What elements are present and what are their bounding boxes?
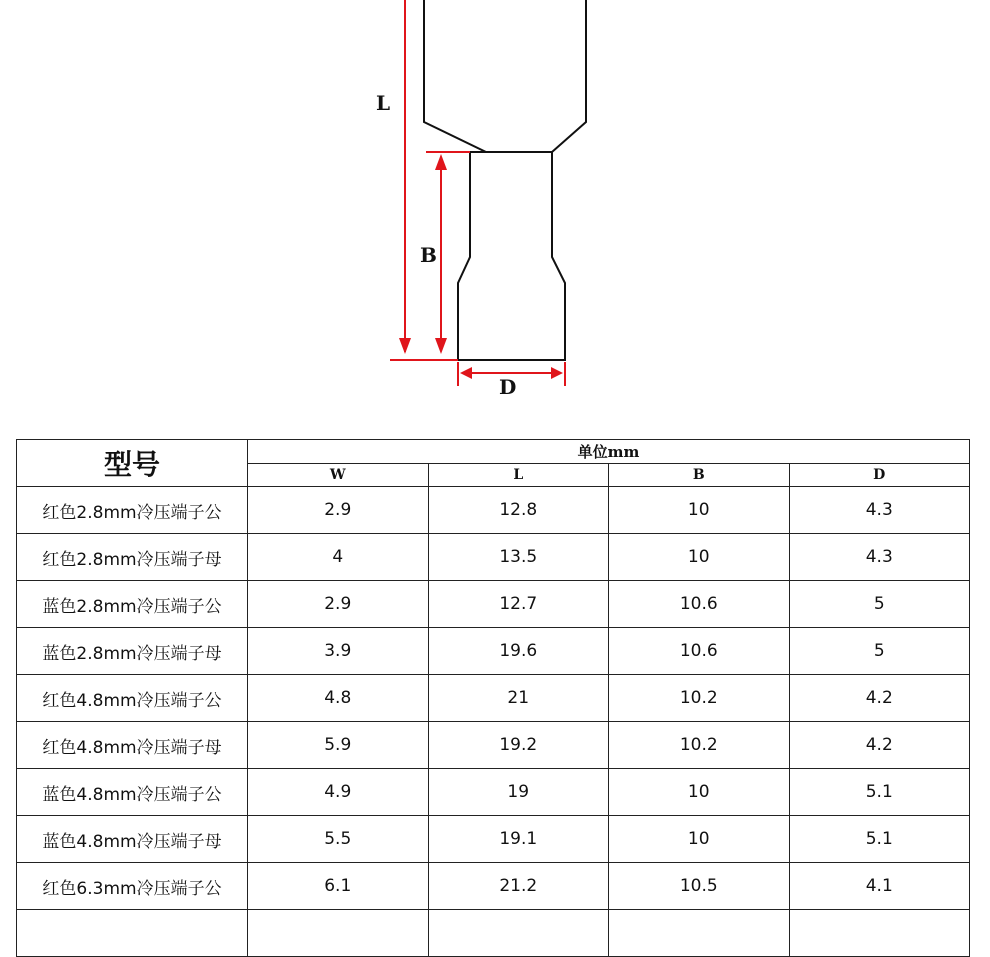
table-row: [17, 675, 970, 722]
table-row: [17, 581, 970, 628]
model-cell: 红色2.8mm冷压端子母: [17, 534, 248, 581]
d-cell: 5: [789, 581, 970, 628]
model-cell: 蓝色2.8mm冷压端子公: [17, 581, 248, 628]
d-cell: 4.2: [789, 675, 970, 722]
dimension-b-label: B: [420, 243, 437, 267]
model-cell: [17, 910, 248, 957]
l-cell: 13.5: [428, 534, 609, 581]
w-cell: [248, 910, 429, 957]
l-cell: 19.1: [428, 816, 609, 863]
table-row: [17, 769, 970, 816]
b-cell: 10.6: [609, 581, 790, 628]
d-cell: 4.2: [789, 722, 970, 769]
table-row: [17, 487, 970, 534]
w-cell: 2.9: [248, 487, 429, 534]
b-cell: 10.6: [609, 628, 790, 675]
b-cell: 10: [609, 487, 790, 534]
b-cell: [609, 910, 790, 957]
model-column-header: 型号: [17, 440, 248, 487]
d-cell: 4.3: [789, 534, 970, 581]
dimension-d-label: D: [499, 375, 517, 399]
d-cell: 4.3: [789, 487, 970, 534]
b-cell: 10: [609, 534, 790, 581]
d-cell: 4.1: [789, 863, 970, 910]
table-row: [17, 534, 970, 581]
dimension-l-label: L: [376, 91, 391, 115]
b-cell: 10.5: [609, 863, 790, 910]
terminal-dimension-diagram: [0, 0, 990, 420]
table-row: [17, 816, 970, 863]
w-cell: 4.9: [248, 769, 429, 816]
w-cell: 6.1: [248, 863, 429, 910]
model-cell: 蓝色2.8mm冷压端子母: [17, 628, 248, 675]
d-cell: [789, 910, 970, 957]
b-cell: 10.2: [609, 675, 790, 722]
model-cell: 红色4.8mm冷压端子母: [17, 722, 248, 769]
column-header-l: L: [428, 463, 609, 487]
column-header-b: B: [609, 463, 790, 487]
table-row: [17, 910, 970, 957]
d-cell: 5: [789, 628, 970, 675]
d-cell: 5.1: [789, 816, 970, 863]
b-cell: 10: [609, 769, 790, 816]
w-cell: 2.9: [248, 581, 429, 628]
w-cell: 3.9: [248, 628, 429, 675]
table-row: [17, 722, 970, 769]
l-cell: 12.7: [428, 581, 609, 628]
model-cell: 红色6.3mm冷压端子公: [17, 863, 248, 910]
b-cell: 10.2: [609, 722, 790, 769]
spec-table: [16, 439, 970, 957]
l-cell: 19.6: [428, 628, 609, 675]
l-cell: 12.8: [428, 487, 609, 534]
l-cell: 19.2: [428, 722, 609, 769]
w-cell: 5.5: [248, 816, 429, 863]
l-cell: 19: [428, 769, 609, 816]
model-cell: 蓝色4.8mm冷压端子公: [17, 769, 248, 816]
table-row: [17, 863, 970, 910]
table-header-row: [17, 440, 970, 464]
terminal-blade-outline: [424, 0, 586, 360]
model-cell: 蓝色4.8mm冷压端子母: [17, 816, 248, 863]
w-cell: 4: [248, 534, 429, 581]
model-cell: 红色4.8mm冷压端子公: [17, 675, 248, 722]
model-cell: 红色2.8mm冷压端子公: [17, 487, 248, 534]
unit-header: 单位mm: [248, 440, 970, 464]
b-cell: 10: [609, 816, 790, 863]
l-cell: 21: [428, 675, 609, 722]
l-cell: [428, 910, 609, 957]
w-cell: 4.8: [248, 675, 429, 722]
table-row: [17, 628, 970, 675]
l-cell: 21.2: [428, 863, 609, 910]
column-header-w: W: [248, 463, 429, 487]
column-header-d: D: [789, 463, 970, 487]
w-cell: 5.9: [248, 722, 429, 769]
d-cell: 5.1: [789, 769, 970, 816]
